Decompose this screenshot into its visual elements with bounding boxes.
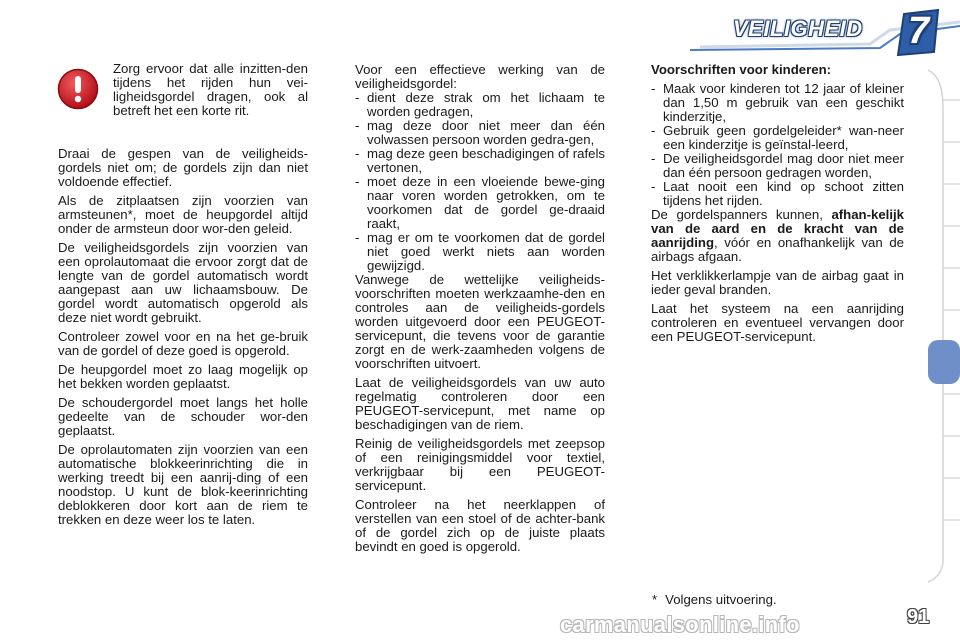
intro-text: Voor een effectieve werking van de veiligheidsgordel: bbox=[355, 62, 605, 91]
list-item: - mag er om te voorkomen dat de gordel niet goed werkt niets aan worden gewijzigd. bbox=[355, 231, 605, 273]
children-rules-list bbox=[651, 82, 904, 208]
paragraph: Het verklikkerlampje van de airbag gaat in ieder geval branden. bbox=[651, 268, 904, 297]
paragraph: Draai de gespen van de veiligheids-gordels niet om; de gordels zijn dan niet voldoende effectief. bbox=[58, 146, 308, 189]
section-heading: Voorschriften voor kinderen: bbox=[651, 62, 832, 77]
emphasis-text: afhan-kelijk van de aard en de kracht van de aanrijding bbox=[651, 207, 904, 250]
column-middle bbox=[355, 63, 605, 559]
watermark: carmanualsonline.info bbox=[560, 612, 800, 637]
footnote-text: Volgens uitvoering. bbox=[665, 592, 777, 607]
paragraph: Controleer zowel voor en na het ge-bruik van de gordel of deze goed is opgerold. bbox=[58, 329, 308, 358]
footnote bbox=[652, 592, 777, 607]
requirements-list bbox=[355, 91, 605, 273]
chapter-number: 7 bbox=[908, 10, 930, 52]
list-item: - Laat nooit een kind op schoot zitten tijdens het rijden. bbox=[651, 180, 904, 208]
list-item: - mag deze door niet meer dan één volwassen persoon worden gedra-gen, bbox=[355, 119, 605, 147]
paragraph: De veiligheidsgordels zijn voorzien van een oprolautomaat die ervoor zorgt dat de lengte van de gordel automatisch wordt aangepast aan uw lichaamsbouw. De gordel wordt automatisch opgerold als deze niet wordt gebruikt. bbox=[58, 240, 308, 325]
column-right bbox=[651, 63, 904, 349]
footnote-marker: * bbox=[652, 592, 658, 607]
pretensioner-paragraph bbox=[651, 208, 904, 264]
paragraph: De oprolautomaten zijn voorzien van een automatische blokkeerinrichting die in werking treedt bij een aanrij-ding of een noodstop. U kunt de blok-keerinrichting deblokkeren door kort aan de riem te trekken en deze weer los te laten. bbox=[58, 442, 308, 527]
list-item: - De veiligheidsgordel mag door niet meer dan één persoon gedragen worden, bbox=[651, 152, 904, 180]
text-run: , vóór en onafhankelijk van de airbags afgaan. bbox=[651, 235, 904, 264]
active-chapter-tab bbox=[928, 340, 960, 384]
page-number: 91 bbox=[907, 606, 930, 628]
paragraph: Vanwege de wettelijke veiligheids-voorschriften moeten werkzaamhe-den en controles aan de veiligheids-gordels worden uitgevoerd door een PEUGEOT-servicepunt, die tevens voor de garantie zorgt en de werk-zaamheden volgens de voorschriften uitvoert. bbox=[355, 272, 605, 371]
exclamation-icon bbox=[57, 68, 99, 110]
list-item: - Maak voor kinderen tot 12 jaar of kleiner dan 1,50 m gebruik van een geschikt kinderzitje, bbox=[651, 82, 904, 124]
paragraph: Laat de veiligheidsgordels van uw auto regelmatig controleren door een PEUGEOT-servicepunt, met name op beschadigingen van de riem. bbox=[355, 375, 605, 432]
list-item: - mag deze geen beschadigingen of rafels vertonen, bbox=[355, 147, 605, 175]
column-left bbox=[58, 147, 308, 532]
paragraph: Reinig de veiligheidsgordels met zeepsop of een reinigingsmiddel voor textiel, verkrijgbaar bij een PEUGEOT-servicepunt. bbox=[355, 436, 605, 493]
paragraph: Laat het systeem na een aanrijding controleren en eventueel vervangen door een PEUGEOT-servicepunt. bbox=[651, 301, 904, 344]
list-item: - Gebruik geen gordelgeleider* wan-neer een kinderzitje is geïnstal-leerd, bbox=[651, 124, 904, 152]
list-item: - dient deze strak om het lichaam te worden gedragen, bbox=[355, 91, 605, 119]
list-item: - moet deze in een vloeiende bewe-ging naar voren worden getrokken, om te voorkomen dat de gordel ge-draaid raakt, bbox=[355, 175, 605, 231]
page-title: VEILIGHEID bbox=[733, 16, 863, 41]
paragraph: Als de zitplaatsen zijn voorzien van armsteunen*, moet de heupgordel altijd onder de armsteun door wor-den geleid. bbox=[58, 193, 308, 236]
paragraph: De heupgordel moet zo laag mogelijk op het bekken worden geplaatst. bbox=[58, 362, 308, 391]
warning-text: Zorg ervoor dat alle inzitten-den tijdens het rijden hun vei-ligheidsgordel dragen, ook al betreft het een korte rit. bbox=[113, 61, 308, 118]
paragraph: De schoudergordel moet langs het holle gedeelte van de schouder wor-den geplaatst. bbox=[58, 395, 308, 438]
text-run: De gordelspanners kunnen, bbox=[651, 207, 832, 222]
paragraph: Controleer na het neerklappen of verstellen van een stoel of de achter-bank of de gordel zich op de juiste plaats bevindt en goed is opgerold. bbox=[355, 497, 605, 554]
